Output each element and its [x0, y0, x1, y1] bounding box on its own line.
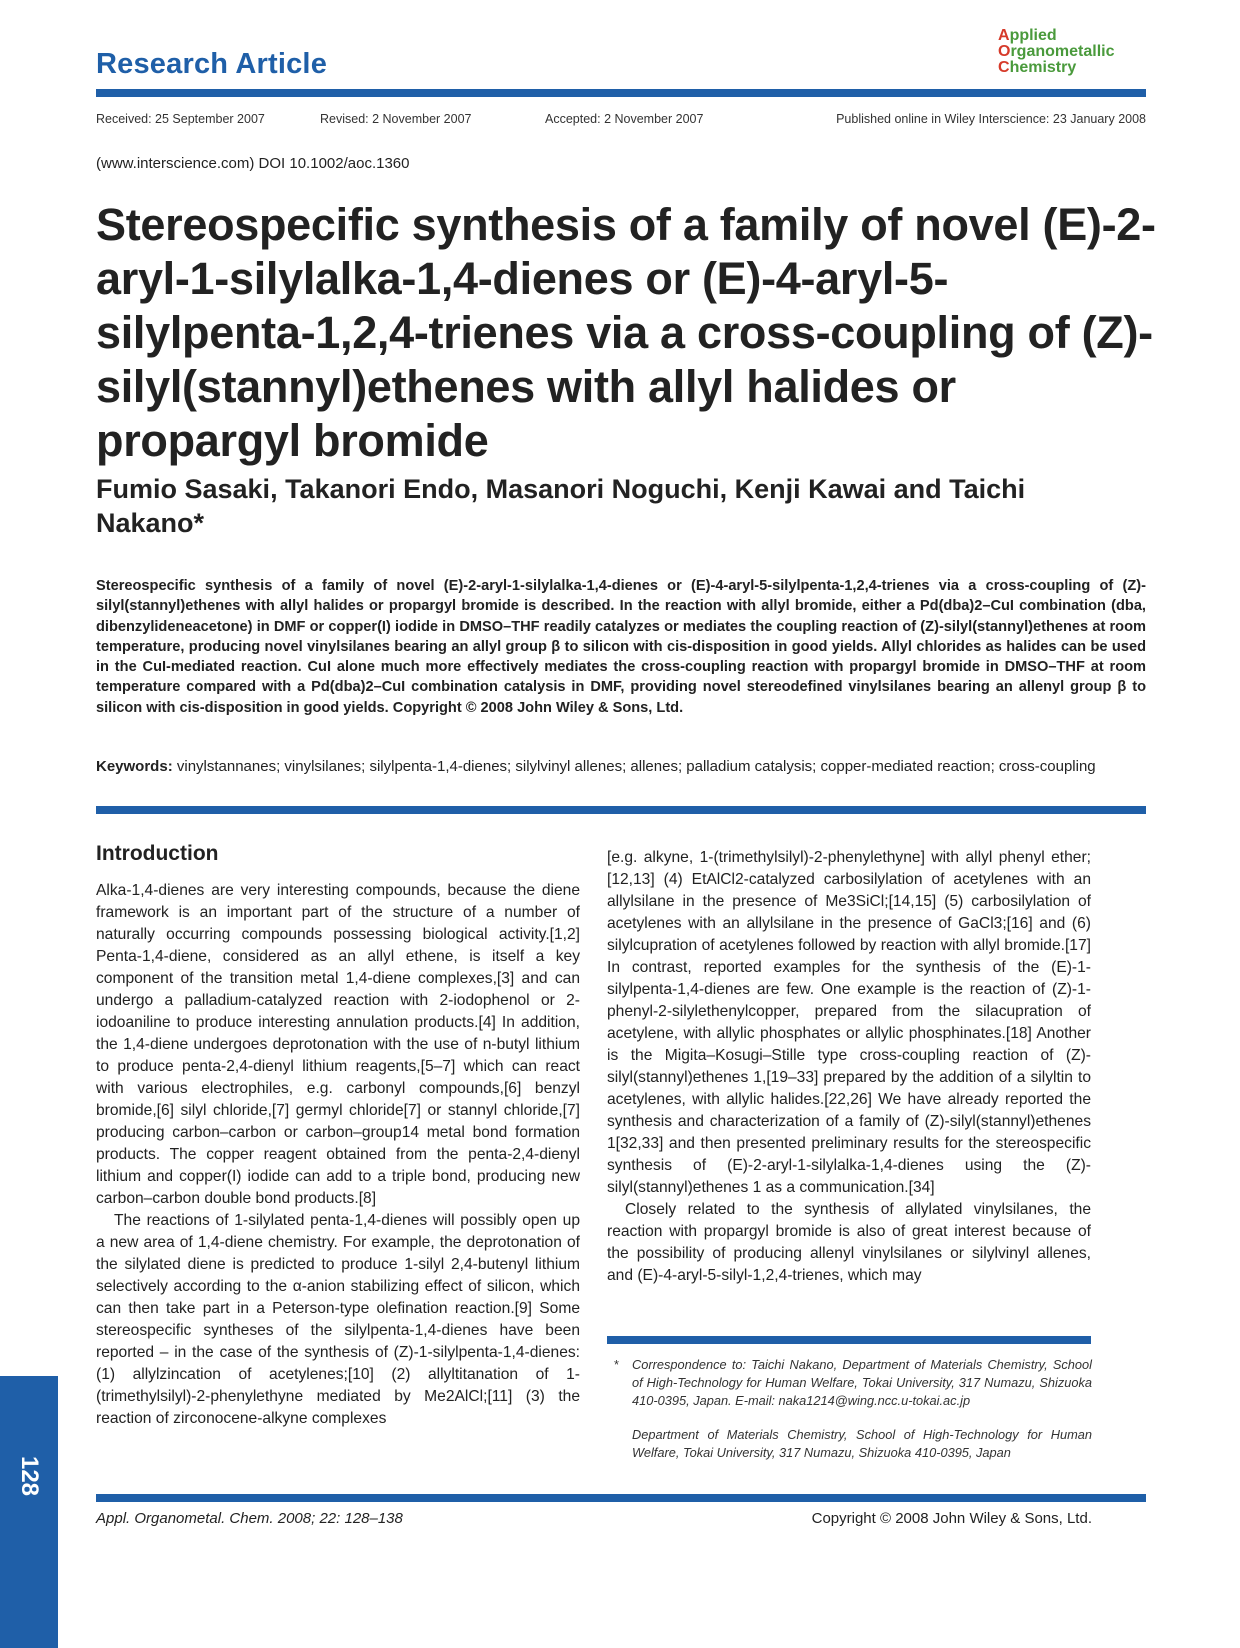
abstract-divider [96, 806, 1146, 814]
logo-line-chemistry: Chemistry [998, 59, 1077, 76]
footnote-rule [607, 1336, 1091, 1344]
abstract-copyright: Copyright © 2008 John Wiley & Sons, Ltd. [392, 699, 684, 716]
received-date: Received: 25 September 2007 [96, 112, 265, 126]
keywords-label: Keywords: [96, 758, 173, 775]
footer-copyright: Copyright © 2008 John Wiley & Sons, Ltd. [811, 1510, 1092, 1527]
correspondence-text: Correspondence to: Taichi Nakano, Department of Materials Chemistry, School of High-Technology for Human Welfare, Tokai University, 317 Numazu, Shizuoka 410-0395, Japan. E-mail: naka1214@wing.ncc.u-tokai.ac.jp [632, 1357, 1092, 1408]
page-number: 128 [16, 1455, 43, 1497]
published-date: Published online in Wiley Interscience: 23 January 2008 [836, 112, 1146, 126]
abstract [96, 576, 1146, 718]
abstract-text: Stereospecific synthesis of a family of novel (E)-2-aryl-1-silylalka-1,4-dienes or (E)-4-aryl-5-silylpenta-1,2,4-trienes via a cross-coupling of (Z)-silyl(stannyl)ethenes with allyl halides or propargyl bromide is described. In the reaction with allyl bromide, either a Pd(dba)2–CuI combination (dba, dibenzylideneacetone) in DMF or copper(I) iodide in DMSO–THF readily catalyzes or mediates the coupling reaction of (Z)-silyl(stannyl)ethenes at room temperature, producing novel vinylsilanes bearing an allyl group β to silicon with cis-disposition in good yields. Allyl chlorides as halides can be used in the CuI-mediated reaction. CuI alone much more effectively mediates the cross-coupling reaction with propargyl bromide in DMSO–THF at room temperature compared with a Pd(dba)2–CuI combination catalysis in DMF, providing novel stereodefined vinylsilanes bearing an allenyl group β to silicon with cis-disposition in good yields. [96, 578, 1146, 716]
page-number-tab [0, 1376, 58, 1648]
paragraph: [e.g. alkyne, 1-(trimethylsilyl)-2-phenylethyne] with allyl phenyl ether;[12,13] (4) EtAlCl2-catalyzed carbosilylation of acetylenes with an allylsilane in the presence of Me3SiCl;[14,15] (5) carbosilylation of acetylenes with an allylsilane in the presence of GaCl3;[16] and (6) silylcupration of acetylenes followed by reaction with allyl bromide.[17] In contrast, reported examples for the synthesis of the (E)-1-silylpenta-1,4-dienes are few. One example is the reaction of (Z)-1-phenyl-2-silylethenylcopper, prepared from the silacupration of acetylene, with allylic phosphates or allylic phosphinates.[18] Another is the Migita–Kosugi–Stille type cross-coupling reaction of (Z)-silyl(stannyl)ethenes 1,[19–33] prepared by the addition of a silyltin to acetylenes, with allylic halides.[22,26] We have already reported the synthesis and characterization of a family of (Z)-silyl(stannyl)ethenes 1[32,33] and then presented preliminary results for the stereospecific synthesis of (E)-2-aryl-1-silylalka-1,4-dienes using the (Z)-silyl(stannyl)ethenes 1 as a communication.[34] [607, 849, 1091, 1196]
footnote-mark: * [614, 1357, 619, 1372]
journal-logo [998, 28, 1148, 76]
correspondence-footnote [614, 1356, 1092, 1462]
keywords-list: vinylstannanes; vinylsilanes; silylpenta-1,4-dienes; silylvinyl allenes; allenes; palladium catalysis; copper-mediated reaction; cross-coupling [176, 758, 1096, 775]
body-left-column [96, 880, 580, 1430]
accepted-date: Accepted: 2 November 2007 [545, 112, 704, 126]
logo-line-applied: Applied [998, 27, 1057, 44]
header-rule [96, 89, 1146, 97]
paragraph: The reactions of 1-silylated penta-1,4-dienes will possibly open up a new area of 1,4-diene chemistry. For example, the deprotonation of the silylated diene is predicted to produce 1-silyl 2,4-butenyl lithium selectively according to the α-anion stabilizing effect of silicon, which can then take part in a Peterson-type olefination reaction.[9] Some stereospecific syntheses of the silylpenta-1,4-dienes have been reported – in the case of the synthesis of (Z)-1-silylpenta-1,4-dienes: (1) allylzincation of acetylenes;[10] (2) allyltitanation of 1-(trimethylsilyl)-2-phenylethyne mediated by Me2AlCl;[11] (3) the reaction of zirconocene-alkyne complexes [96, 1212, 580, 1427]
affiliation-text: Department of Materials Chemistry, School of High-Technology for Human Welfare, Tokai University, 317 Numazu, Shizuoka 410-0395, Japan [632, 1427, 1092, 1460]
article-type-heading: Research Article [96, 48, 328, 80]
doi-link[interactable]: (www.interscience.com) DOI 10.1002/aoc.1360 [96, 155, 410, 172]
footer-rule [96, 1494, 1146, 1502]
author-list: Fumio Sasaki, Takanori Endo, Masanori Noguchi, Kenji Kawai and Taichi Nakano* [96, 474, 1026, 538]
body-right-column [607, 847, 1091, 1287]
revised-date: Revised: 2 November 2007 [320, 112, 472, 126]
journal-citation: Appl. Organometal. Chem. 2008; 22: 128–138 [96, 1510, 403, 1527]
section-heading-introduction: Introduction [96, 842, 219, 865]
article-title: Stereospecific synthesis of a family of novel (E)-2-aryl-1-silylalka-1,4-dienes or (E)-4-aryl-5-silylpenta-1,2,4-trienes via a cross-coupling of (Z)-silyl(stannyl)ethenes with allyl halides or propargyl bromide [96, 199, 1156, 466]
paragraph: Closely related to the synthesis of allylated vinylsilanes, the reaction with propargyl bromide is also of great interest because of the possibility of producing allenyl vinylsilanes or silylvinyl allenes, and (E)-4-aryl-5-silyl-1,2,4-trienes, which may [607, 1201, 1091, 1284]
logo-line-organometallic: Organometallic [998, 43, 1115, 60]
paragraph: Alka-1,4-dienes are very interesting compounds, because the diene framework is an important part of the structure of a number of naturally occurring compounds possessing biological activity.[1,2] Penta-1,4-diene, considered as an allyl ethene, is itself a key component of the transition metal 1,4-diene complexes,[3] and can undergo a palladium-catalyzed reaction with 2-iodophenol or 2-iodoaniline to produce interesting annulation products.[4] In addition, the 1,4-diene undergoes deprotonation with the use of n-butyl lithium to produce penta-2,4-dienyl lithium reagents,[5–7] which can react with various electrophiles, e.g. carbonyl compounds,[6] benzyl bromide,[6] silyl chloride,[7] germyl chloride[7] or stannyl chloride,[7] producing carbon–carbon or carbon–group14 metal bond formation products. The copper reagent obtained from the penta-2,4-dienyl lithium and copper(I) iodide can add to a triple bond, producing new carbon–carbon double bond products.[8] [96, 882, 580, 1207]
keywords [96, 757, 1146, 777]
